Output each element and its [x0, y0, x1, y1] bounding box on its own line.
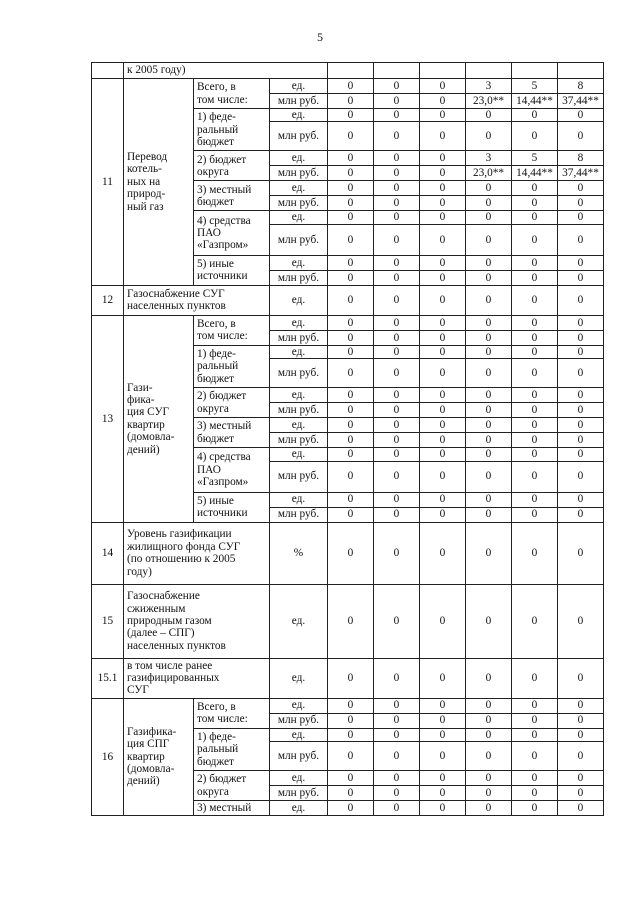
unit-cell: ед.	[270, 151, 328, 166]
value-cell: 0	[466, 507, 512, 522]
value-cell: 0	[328, 330, 374, 345]
value-cell: 0	[512, 285, 558, 315]
value-cell: 0	[466, 584, 512, 658]
value-cell: 0	[558, 285, 604, 315]
value-cell: 0	[558, 403, 604, 418]
value-cell: 0	[374, 109, 420, 122]
value-cell: 0	[420, 345, 466, 358]
value-cell: 0	[420, 492, 466, 507]
value-cell: 0	[558, 698, 604, 713]
value-cell: 0	[328, 522, 374, 584]
value-cell: 0	[466, 403, 512, 418]
value-cell: 0	[558, 742, 604, 771]
value-cell: 0	[420, 94, 466, 109]
value-cell: 0	[420, 461, 466, 492]
value-cell: 0	[420, 418, 466, 433]
value-cell: 3	[466, 79, 512, 94]
indicator-name: Газифика- ция СПГ квартир (домовла- дений)	[124, 698, 194, 815]
unit-cell: ед.	[270, 315, 328, 330]
value-cell: 0	[558, 345, 604, 358]
value-cell: 0	[558, 315, 604, 330]
unit-cell: млн руб.	[270, 224, 328, 255]
indicator-name: Перевод котель- ных на природ- ный газ	[124, 79, 194, 286]
row-number: 15.1	[92, 658, 124, 698]
value-cell: 0	[374, 224, 420, 255]
value-cell: 0	[328, 79, 374, 94]
funding-source-label: Всего, в том числе:	[194, 79, 270, 109]
value-cell: 0	[512, 507, 558, 522]
indicator-name: в том числе ранее газифицированных СУГ	[124, 658, 270, 698]
value-cell: 0	[328, 403, 374, 418]
row-number: 14	[92, 522, 124, 584]
value-cell: 0	[512, 359, 558, 388]
value-cell: 0	[328, 224, 374, 255]
value-cell: 0	[420, 181, 466, 196]
program-indicators-table	[91, 62, 604, 816]
unit-cell: ед.	[270, 584, 328, 658]
funding-source-label: 3) местный бюджет	[194, 181, 270, 211]
value-cell: 0	[374, 285, 420, 315]
unit-cell: млн руб.	[270, 461, 328, 492]
unit-cell: млн руб.	[270, 166, 328, 181]
value-cell: 0	[328, 461, 374, 492]
value-cell: 0	[328, 771, 374, 786]
funding-source-label: 1) феде- ральный бюджет	[194, 109, 270, 151]
value-cell: 0	[374, 742, 420, 771]
unit-cell: ед.	[270, 181, 328, 196]
unit-cell: ед.	[270, 448, 328, 461]
value-cell: 0	[558, 658, 604, 698]
value-cell: 0	[328, 285, 374, 315]
indicator-name: Газоснабжение СУГ населенных пунктов	[124, 285, 270, 315]
value-cell: 0	[512, 786, 558, 801]
value-cell: 0	[328, 786, 374, 801]
funding-source-label: 1) феде- ральный бюджет	[194, 345, 270, 387]
value-cell: 0	[374, 330, 420, 345]
table-row	[92, 285, 604, 315]
value-cell: 0	[328, 433, 374, 448]
value-cell: 0	[466, 418, 512, 433]
value-cell: 0	[558, 771, 604, 786]
value-cell: 0	[328, 418, 374, 433]
unit-cell: ед.	[270, 728, 328, 741]
value-cell: 0	[374, 522, 420, 584]
table-row	[92, 79, 604, 94]
value-cell: 0	[374, 196, 420, 211]
value-cell: 0	[466, 315, 512, 330]
value-cell: 0	[328, 742, 374, 771]
value-cell: 0	[374, 359, 420, 388]
unit-cell: млн руб.	[270, 270, 328, 285]
value-cell: 0	[512, 211, 558, 224]
value-cell: 0	[466, 211, 512, 224]
value-cell: 0	[512, 109, 558, 122]
value-cell: 0	[328, 166, 374, 181]
value-cell: 0	[420, 330, 466, 345]
value-cell: 0	[466, 181, 512, 196]
value-cell: 0	[420, 196, 466, 211]
value-cell: 0	[374, 94, 420, 109]
value-cell: 0	[558, 713, 604, 728]
value-cell: 0	[328, 270, 374, 285]
value-cell: 0	[512, 728, 558, 741]
value-cell: 0	[420, 388, 466, 403]
value-cell: 0	[420, 522, 466, 584]
value-cell: 0	[420, 698, 466, 713]
table-row	[92, 315, 604, 330]
row-number: 11	[92, 79, 124, 286]
value-cell: 0	[558, 801, 604, 816]
value-cell: 0	[466, 461, 512, 492]
unit-cell: млн руб.	[270, 330, 328, 345]
value-cell: 0	[420, 109, 466, 122]
value-cell: 37,44**	[558, 94, 604, 109]
value-cell: 0	[558, 507, 604, 522]
value-cell: 0	[512, 255, 558, 270]
value-cell: 0	[374, 255, 420, 270]
value-cell: 0	[512, 122, 558, 151]
funding-source-label: 2) бюджет округа	[194, 771, 270, 801]
value-cell: 0	[420, 79, 466, 94]
funding-source-label: 3) местный	[194, 801, 270, 816]
value-cell: 0	[512, 448, 558, 461]
unit-cell: %	[270, 522, 328, 584]
value-cell: 0	[328, 492, 374, 507]
funding-source-label: 1) феде- ральный бюджет	[194, 728, 270, 770]
unit-cell: млн руб.	[270, 122, 328, 151]
value-cell: 14,44**	[512, 166, 558, 181]
value-cell: 0	[420, 507, 466, 522]
value-cell: 0	[512, 196, 558, 211]
value-cell: 0	[558, 728, 604, 741]
value-cell: 0	[512, 224, 558, 255]
unit-cell: млн руб.	[270, 507, 328, 522]
value-cell: 0	[466, 522, 512, 584]
value-cell: 0	[328, 109, 374, 122]
value-cell: 37,44**	[558, 166, 604, 181]
value-cell: 0	[420, 786, 466, 801]
value-cell: 0	[374, 786, 420, 801]
value-cell: 0	[374, 433, 420, 448]
value-cell: 0	[558, 224, 604, 255]
value-cell: 3	[466, 151, 512, 166]
value-cell: 0	[374, 270, 420, 285]
value-cell: 0	[420, 713, 466, 728]
value-cell: 0	[466, 255, 512, 270]
unit-cell: млн руб.	[270, 94, 328, 109]
continuation-row	[92, 63, 604, 79]
value-cell: 0	[420, 359, 466, 388]
funding-source-label: Всего, в том числе:	[194, 315, 270, 345]
value-cell: 0	[512, 492, 558, 507]
value-cell: 0	[328, 713, 374, 728]
value-cell: 0	[374, 584, 420, 658]
value-cell: 0	[558, 196, 604, 211]
value-cell: 0	[420, 771, 466, 786]
value-cell: 0	[374, 181, 420, 196]
value-cell: 0	[328, 345, 374, 358]
value-cell: 0	[420, 224, 466, 255]
value-cell: 0	[512, 713, 558, 728]
indicator-name: Гази- фика- ция СУГ квартир (домовла- дений)	[124, 315, 194, 522]
value-cell: 0	[558, 109, 604, 122]
value-cell: 0	[420, 285, 466, 315]
value-cell: 0	[466, 786, 512, 801]
value-cell: 0	[512, 698, 558, 713]
value-cell: 0	[466, 448, 512, 461]
funding-source-label: Всего, в том числе:	[194, 698, 270, 728]
value-cell: 0	[374, 122, 420, 151]
value-cell: 0	[328, 181, 374, 196]
value-cell: 0	[466, 771, 512, 786]
value-cell: 0	[374, 698, 420, 713]
value-cell: 0	[558, 522, 604, 584]
value-cell: 8	[558, 151, 604, 166]
value-cell: 0	[558, 492, 604, 507]
page-number: 5	[317, 30, 323, 44]
value-cell: 0	[420, 801, 466, 816]
value-cell: 0	[466, 109, 512, 122]
value-cell: 0	[466, 345, 512, 358]
value-cell: 0	[558, 461, 604, 492]
value-cell: 0	[558, 181, 604, 196]
value-cell: 0	[558, 122, 604, 151]
value-cell: 0	[512, 345, 558, 358]
unit-cell: ед.	[270, 388, 328, 403]
value-cell: 0	[420, 122, 466, 151]
unit-cell: ед.	[270, 698, 328, 713]
value-cell: 0	[328, 801, 374, 816]
value-cell: 0	[374, 166, 420, 181]
funding-source-label: 4) средства ПАО «Газпром»	[194, 211, 270, 255]
value-cell: 23,0**	[466, 166, 512, 181]
value-cell: 0	[466, 698, 512, 713]
value-cell: 0	[420, 728, 466, 741]
value-cell: 0	[328, 388, 374, 403]
funding-source-label: 2) бюджет округа	[194, 151, 270, 181]
value-cell: 0	[512, 771, 558, 786]
table-row	[92, 698, 604, 713]
value-cell: 0	[374, 492, 420, 507]
value-cell: 0	[466, 713, 512, 728]
value-cell: 0	[328, 584, 374, 658]
unit-cell: ед.	[270, 285, 328, 315]
value-cell: 23,0**	[466, 94, 512, 109]
value-cell: 0	[512, 461, 558, 492]
value-cell: 0	[466, 658, 512, 698]
unit-cell: млн руб.	[270, 403, 328, 418]
value-cell: 0	[512, 742, 558, 771]
value-cell: 0	[466, 359, 512, 388]
value-cell: 0	[558, 359, 604, 388]
value-cell: 0	[374, 728, 420, 741]
value-cell: 0	[420, 166, 466, 181]
funding-source-label: 5) иные источники	[194, 492, 270, 522]
value-cell: 0	[466, 433, 512, 448]
value-cell: 0	[328, 448, 374, 461]
value-cell: 0	[374, 211, 420, 224]
unit-cell: млн руб.	[270, 359, 328, 388]
value-cell: 0	[374, 801, 420, 816]
value-cell: 0	[512, 270, 558, 285]
value-cell: 0	[374, 388, 420, 403]
value-cell: 0	[512, 403, 558, 418]
value-cell: 0	[558, 433, 604, 448]
funding-source-label: 4) средства ПАО «Газпром»	[194, 448, 270, 492]
value-cell: 0	[374, 418, 420, 433]
value-cell: 0	[328, 94, 374, 109]
value-cell: 0	[558, 786, 604, 801]
unit-cell: ед.	[270, 771, 328, 786]
unit-cell: млн руб.	[270, 742, 328, 771]
unit-cell: ед.	[270, 211, 328, 224]
unit-cell: млн руб.	[270, 196, 328, 211]
value-cell: 0	[512, 522, 558, 584]
unit-cell: млн руб.	[270, 786, 328, 801]
value-cell: 0	[420, 151, 466, 166]
value-cell: 0	[420, 742, 466, 771]
table-row	[92, 584, 604, 658]
value-cell: 0	[420, 433, 466, 448]
funding-source-label: 5) иные источники	[194, 255, 270, 285]
value-cell: 0	[466, 330, 512, 345]
value-cell: 0	[466, 285, 512, 315]
unit-cell: ед.	[270, 418, 328, 433]
value-cell: 0	[374, 151, 420, 166]
value-cell: 0	[558, 211, 604, 224]
value-cell: 5	[512, 79, 558, 94]
row-number: 12	[92, 285, 124, 315]
value-cell: 0	[466, 224, 512, 255]
unit-cell: ед.	[270, 658, 328, 698]
value-cell: 0	[420, 403, 466, 418]
value-cell: 0	[466, 492, 512, 507]
value-cell: 0	[328, 315, 374, 330]
value-cell: 0	[512, 584, 558, 658]
value-cell: 0	[328, 359, 374, 388]
value-cell: 0	[374, 448, 420, 461]
unit-cell: ед.	[270, 492, 328, 507]
value-cell: 0	[374, 507, 420, 522]
value-cell: 0	[374, 315, 420, 330]
value-cell: 0	[420, 255, 466, 270]
value-cell: 0	[328, 196, 374, 211]
value-cell: 0	[512, 388, 558, 403]
value-cell: 0	[512, 801, 558, 816]
value-cell: 0	[374, 713, 420, 728]
value-cell: 0	[512, 433, 558, 448]
value-cell: 0	[420, 448, 466, 461]
value-cell: 0	[420, 658, 466, 698]
unit-cell: млн руб.	[270, 433, 328, 448]
value-cell: 0	[374, 658, 420, 698]
unit-cell: ед.	[270, 345, 328, 358]
value-cell: 5	[512, 151, 558, 166]
value-cell: 0	[466, 122, 512, 151]
row-number: 16	[92, 698, 124, 815]
table-row	[92, 522, 604, 584]
value-cell: 0	[374, 403, 420, 418]
value-cell: 0	[420, 315, 466, 330]
value-cell: 0	[328, 698, 374, 713]
value-cell: 0	[374, 771, 420, 786]
unit-cell: ед.	[270, 801, 328, 816]
value-cell: 0	[466, 801, 512, 816]
value-cell: 0	[512, 418, 558, 433]
indicator-name: Уровень газификации жилищного фонда СУГ (по отношению к 2005 году)	[124, 522, 270, 584]
value-cell: 0	[466, 388, 512, 403]
value-cell: 0	[512, 658, 558, 698]
value-cell: 0	[512, 330, 558, 345]
value-cell: 0	[512, 315, 558, 330]
value-cell: 0	[558, 330, 604, 345]
value-cell: 0	[420, 211, 466, 224]
unit-cell: ед.	[270, 255, 328, 270]
value-cell: 0	[328, 151, 374, 166]
value-cell: 0	[328, 507, 374, 522]
value-cell: 0	[466, 270, 512, 285]
unit-cell: ед.	[270, 79, 328, 94]
value-cell: 0	[374, 345, 420, 358]
value-cell: 0	[558, 584, 604, 658]
value-cell: 8	[558, 79, 604, 94]
value-cell: 0	[558, 448, 604, 461]
value-cell: 0	[420, 270, 466, 285]
value-cell: 0	[420, 584, 466, 658]
value-cell: 0	[328, 658, 374, 698]
table-row	[92, 658, 604, 698]
value-cell: 0	[374, 79, 420, 94]
value-cell: 0	[328, 255, 374, 270]
value-cell: 0	[466, 196, 512, 211]
continued-text: к 2005 году)	[124, 63, 328, 79]
value-cell: 0	[466, 742, 512, 771]
value-cell: 0	[328, 122, 374, 151]
row-number: 13	[92, 315, 124, 522]
value-cell: 0	[512, 181, 558, 196]
unit-cell: ед.	[270, 109, 328, 122]
funding-source-label: 3) местный бюджет	[194, 418, 270, 448]
unit-cell: млн руб.	[270, 713, 328, 728]
value-cell: 0	[558, 255, 604, 270]
indicator-name: Газоснабжение сжиженным природным газом (далее – СПГ) населенных пунктов	[124, 584, 270, 658]
value-cell: 0	[328, 728, 374, 741]
value-cell: 14,44**	[512, 94, 558, 109]
value-cell: 0	[558, 270, 604, 285]
value-cell: 0	[374, 461, 420, 492]
funding-source-label: 2) бюджет округа	[194, 388, 270, 418]
value-cell: 0	[558, 388, 604, 403]
row-number: 15	[92, 584, 124, 658]
value-cell: 0	[328, 211, 374, 224]
value-cell: 0	[466, 728, 512, 741]
value-cell: 0	[558, 418, 604, 433]
